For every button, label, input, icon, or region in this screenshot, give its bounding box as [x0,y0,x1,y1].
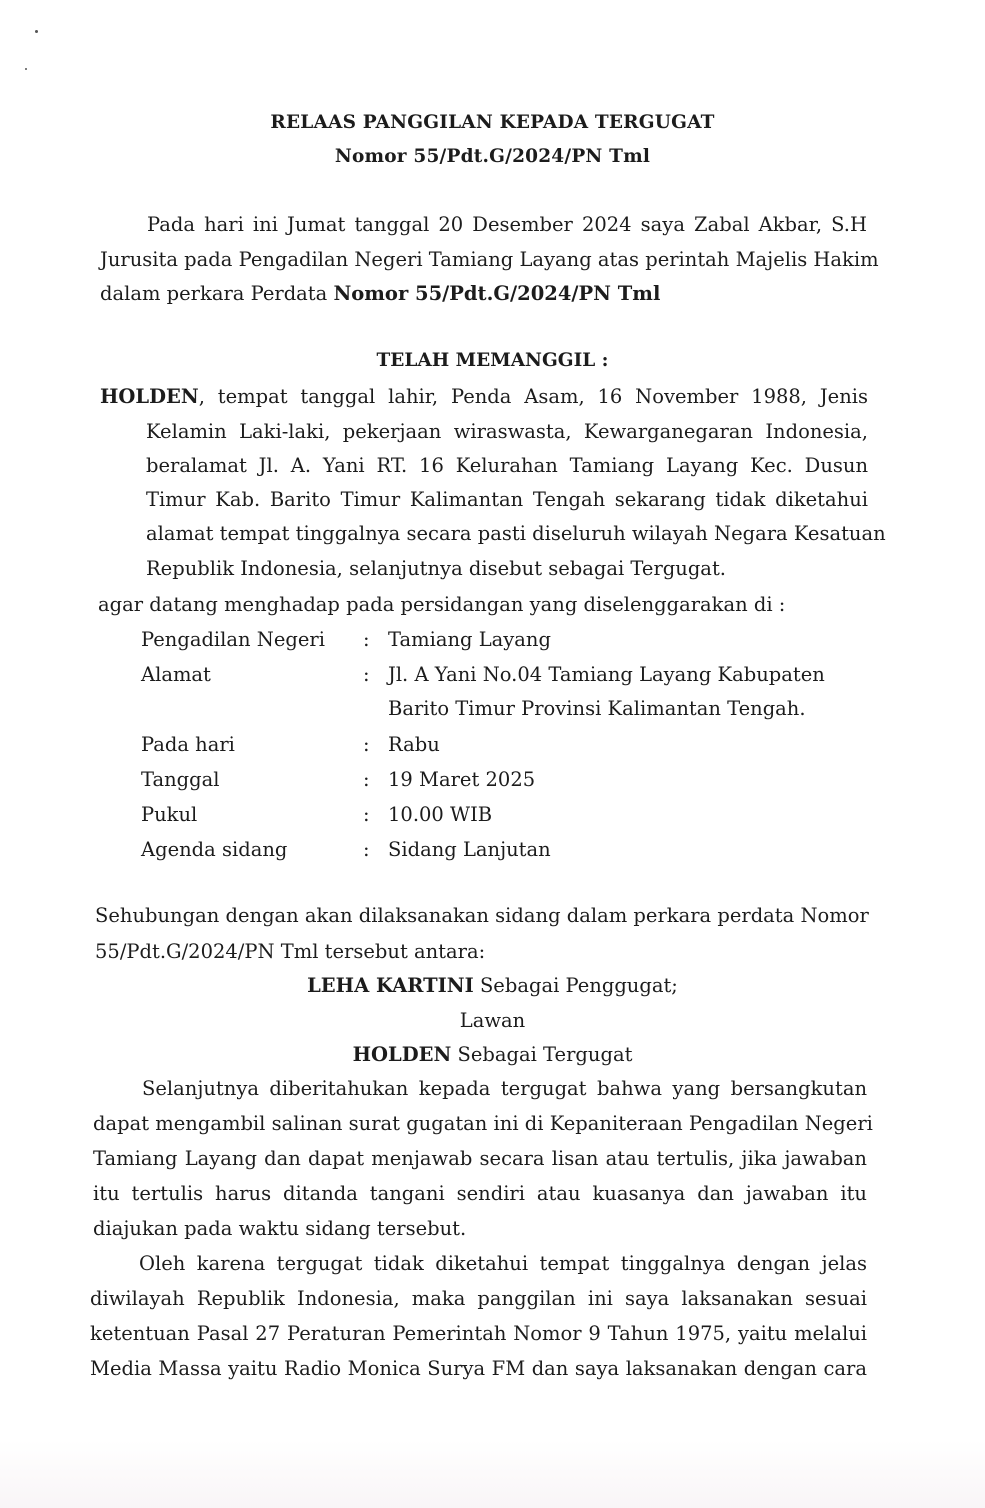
defendant-name: HOLDEN [352,1043,452,1066]
intro-line-2: Jurusita pada Pengadilan Negeri Tamiang Layang atas perintah Majelis Hakim [100,248,879,271]
para1-line-2: dapat mengambil salinan surat gugatan ini di Kepaniteraan Pengadilan Negeri [93,1112,873,1135]
value-address-cont: Barito Timur Provinsi Kalimantan Tengah. [388,697,806,720]
value-address: Jl. A Yani No.04 Tamiang Layang Kabupaten [388,663,825,686]
scan-speck [25,68,27,70]
plaintiff-name: LEHA KARTINI [307,974,474,997]
plaintiff-line [0,976,985,996]
summoned-line-4: Timur Kab. Barito Timur Kalimantan Tengah sekarang tidak diketahui [146,488,868,511]
para2-line-1: Oleh karena tergugat tidak diketahui tempat tinggalnya dengan jelas [139,1252,867,1275]
defendant-name: HOLDEN [100,385,199,408]
para2-line-4: Media Massa yaitu Radio Monica Surya FM dan saya laksanakan dengan cara [90,1357,867,1380]
label-agenda: Agenda sidang [141,838,288,861]
label-date: Tanggal [141,768,220,791]
intro-line-1: Pada hari ini Jumat tanggal 20 Desember 2024 saya Zabal Akbar, S.H [147,213,867,236]
colon: : [363,803,370,826]
para2-line-3: ketentuan Pasal 27 Peraturan Pemerintah Nomor 9 Tahun 1975, yaitu melalui [90,1322,867,1345]
summoned-line-5: alamat tempat tinggalnya secara pasti diseluruh wilayah Negara Kesatuan [146,522,886,545]
summoned-line-1-text: , tempat tanggal lahir, Penda Asam, 16 November 1988, Jenis [198,385,868,408]
para1-line-5: diajukan pada waktu sidang tersebut. [93,1217,467,1240]
intro-line-3 [100,284,660,304]
colon: : [363,768,370,791]
value-agenda: Sidang Lanjutan [388,838,551,861]
attend-intro: agar datang menghadap pada persidangan yang diselenggarakan di : [98,593,786,616]
defendant-line [0,1045,985,1065]
value-court: Tamiang Layang [388,628,551,651]
para1-line-1: Selanjutnya diberitahukan kepada tergugat bahwa yang bersangkutan [142,1077,867,1100]
para2-line-2: diwilayah Republik Indonesia, maka panggilan ini saya laksanakan sesuai [90,1287,867,1310]
summoned-heading: TELAH MEMANGGIL : [376,350,609,371]
colon: : [363,733,370,756]
label-time: Pukul [141,803,198,826]
summoned-line-1 [100,387,868,407]
value-day: Rabu [388,733,440,756]
summoned-line-2: Kelamin Laki-laki, pekerjaan wiraswasta, Kewarganegaran Indonesia, [146,420,868,443]
scan-speck [35,30,38,33]
label-court: Pengadilan Negeri [141,628,325,651]
value-date: 19 Maret 2025 [388,768,536,791]
document-title: RELAAS PANGGILAN KEPADA TERGUGAT [270,112,715,133]
case-number-bold: Nomor 55/Pdt.G/2024/PN Tml [333,282,661,305]
value-time: 10.00 WIB [388,803,493,826]
versus-label: Lawan [459,1009,526,1032]
colon: : [363,628,370,651]
colon: : [363,838,370,861]
case-line-2: 55/Pdt.G/2024/PN Tml tersebut antara: [95,940,486,963]
document-number: Nomor 55/Pdt.G/2024/PN Tml [334,146,651,167]
para1-line-3: Tamiang Layang dan dapat menjawab secara lisan atau tertulis, jika jawaban [93,1147,867,1170]
defendant-role: Sebagai Tergugat [451,1043,633,1066]
summoned-line-6: Republik Indonesia, selanjutnya disebut sebagai Tergugat. [146,557,726,580]
intro-line-3-text: dalam perkara Perdata [100,282,334,305]
case-line-1: Sehubungan dengan akan dilaksanakan sidang dalam perkara perdata Nomor [95,904,869,927]
para1-line-4: itu tertulis harus ditanda tangani sendiri atau kuasanya dan jawaban itu [93,1182,867,1205]
colon: : [363,663,370,686]
label-day: Pada hari [141,733,235,756]
plaintiff-role: Sebagai Penggugat; [473,974,678,997]
summoned-line-3: beralamat Jl. A. Yani RT. 16 Kelurahan Tamiang Layang Kec. Dusun [146,454,868,477]
label-address: Alamat [141,663,211,686]
